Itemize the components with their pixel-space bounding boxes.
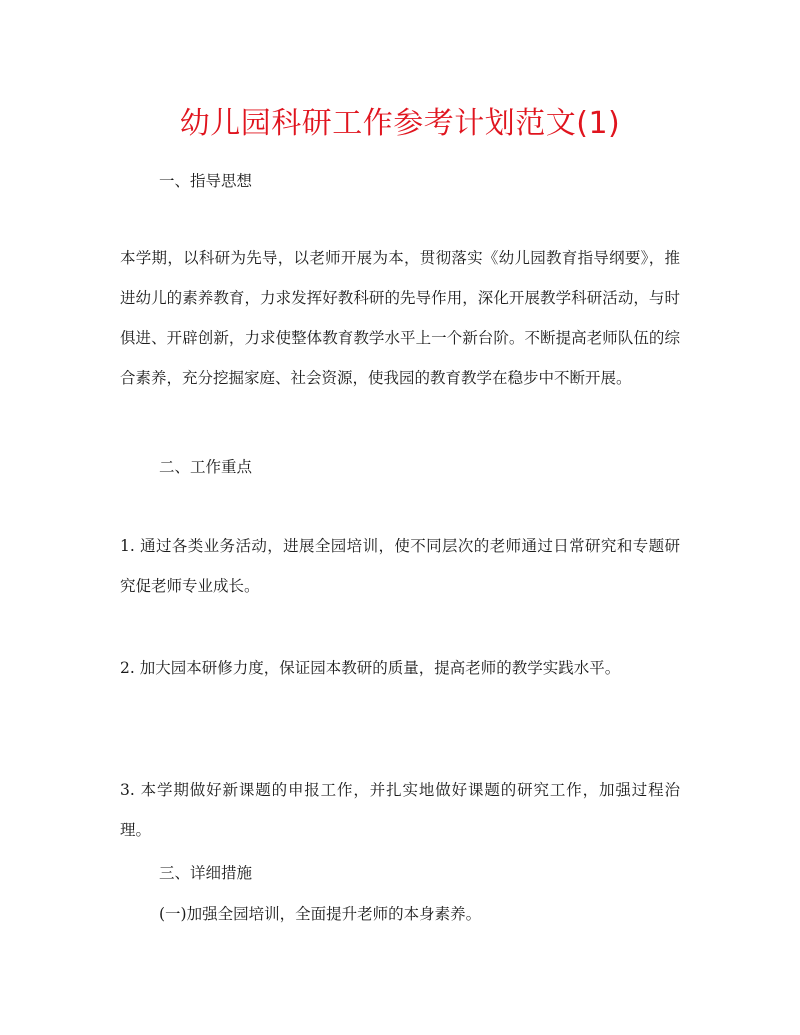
subheading-training: (一)加强全园培训，全面提升老师的本身素养。 — [159, 905, 482, 923]
paragraph-focus-3: 3. 本学期做好新课题的申报工作，并扎实地做好课题的研究工作，加强过程治理。 — [120, 781, 680, 839]
paragraph-focus-1: 1. 通过各类业务活动，进展全园培训，使不同层次的老师通过日常研究和专题研究促老师专业成长。 — [120, 537, 680, 595]
section-heading-guiding-thought: 一、指导思想 — [159, 172, 253, 190]
paragraph-focus-2: 2. 加大园本研修力度，保证园本教研的质量，提高老师的教学实践水平。 — [120, 659, 621, 677]
section-heading-work-focus: 二、工作重点 — [159, 458, 253, 476]
section-heading-detailed-measures: 三、详细措施 — [159, 864, 253, 882]
document-title: 幼儿园科研工作参考计划范文(1) — [179, 106, 621, 141]
paragraph-guiding-thought: 本学期，以科研为先导，以老师开展为本，贯彻落实《幼儿园教育指导纲要》，推进幼儿的素养教育，力求发挥好教科研的先导作用，深化开展教学科研活动，与时俱进、开辟创新，力求使整体教育教学水平上一个新台阶。不断提高老师队伍的综合素养，充分挖掘家庭、社会资源，使我园的教育教学在稳步中不断开展。 — [120, 249, 680, 387]
